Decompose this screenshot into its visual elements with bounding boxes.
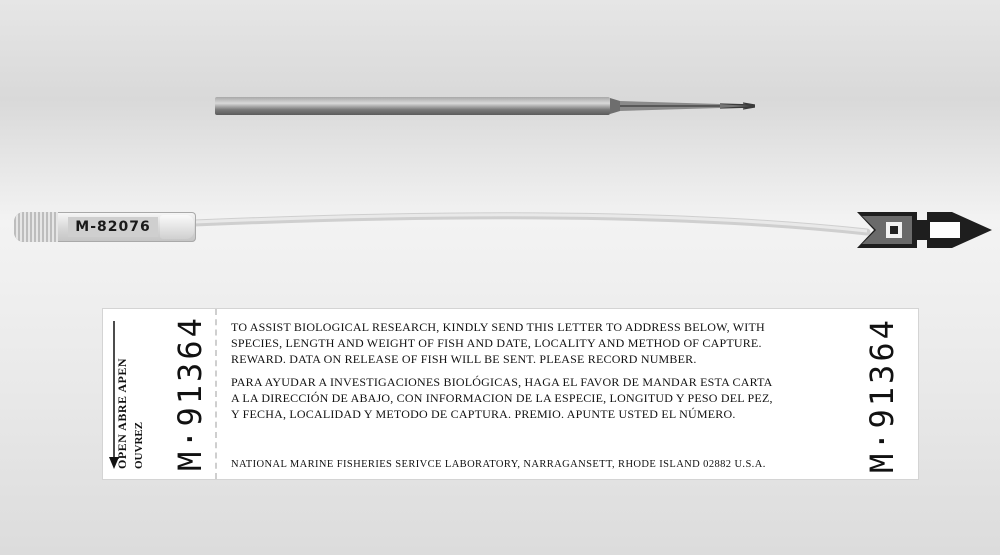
tag-number-left: M·91364 xyxy=(171,315,209,471)
tag-number-right: M·91364 xyxy=(863,317,901,473)
tag-reward-card xyxy=(103,309,918,479)
capsule-number-label: M-82076 xyxy=(68,217,158,237)
english-line: TO ASSIST BIOLOGICAL RESEARCH, KINDLY SEND THIS LETTER TO ADDRESS BELOW, WITH xyxy=(231,320,765,334)
capsule-cap xyxy=(160,215,194,239)
tag-capsule xyxy=(14,212,196,242)
open-instruction: OPEN ABRE APEN xyxy=(115,357,129,469)
capsule-threads xyxy=(14,212,58,242)
card-message xyxy=(231,319,851,422)
dart-tag xyxy=(12,206,992,250)
tag-applicator-needle xyxy=(215,94,755,118)
lab-address: NATIONAL MARINE FISHERIES SERIVCE LABORATORY, NARRAGANSETT, RHODE ISLAND 02882 U.S.A. xyxy=(231,459,766,470)
spanish-line: A LA DIRECCIÓN DE ABAJO, CON INFORMACION DE LA ESPECIE, LONGITUD Y PESO DEL PEZ, xyxy=(231,391,773,405)
english-line: REWARD. DATA ON RELEASE OF FISH WILL BE SENT. PLEASE RECORD NUMBER. xyxy=(231,352,697,366)
english-line: SPECIES, LENGTH AND WEIGHT OF FISH AND DATE, LOCALITY AND METHOD OF CAPTURE. xyxy=(231,336,762,350)
tear-off-strip xyxy=(103,309,217,479)
open-instruction-fr: OUVREZ xyxy=(133,421,145,469)
spanish-line: PARA AYUDAR A INVESTIGACIONES BIOLÓGICAS, HAGA EL FAVOR DE MANDAR ESTA CARTA xyxy=(231,375,773,389)
spanish-line: Y FECHA, LOCALIDAD Y METODO DE CAPTURA. PREMIO. APUNTE USTED EL NÚMERO. xyxy=(231,407,736,421)
